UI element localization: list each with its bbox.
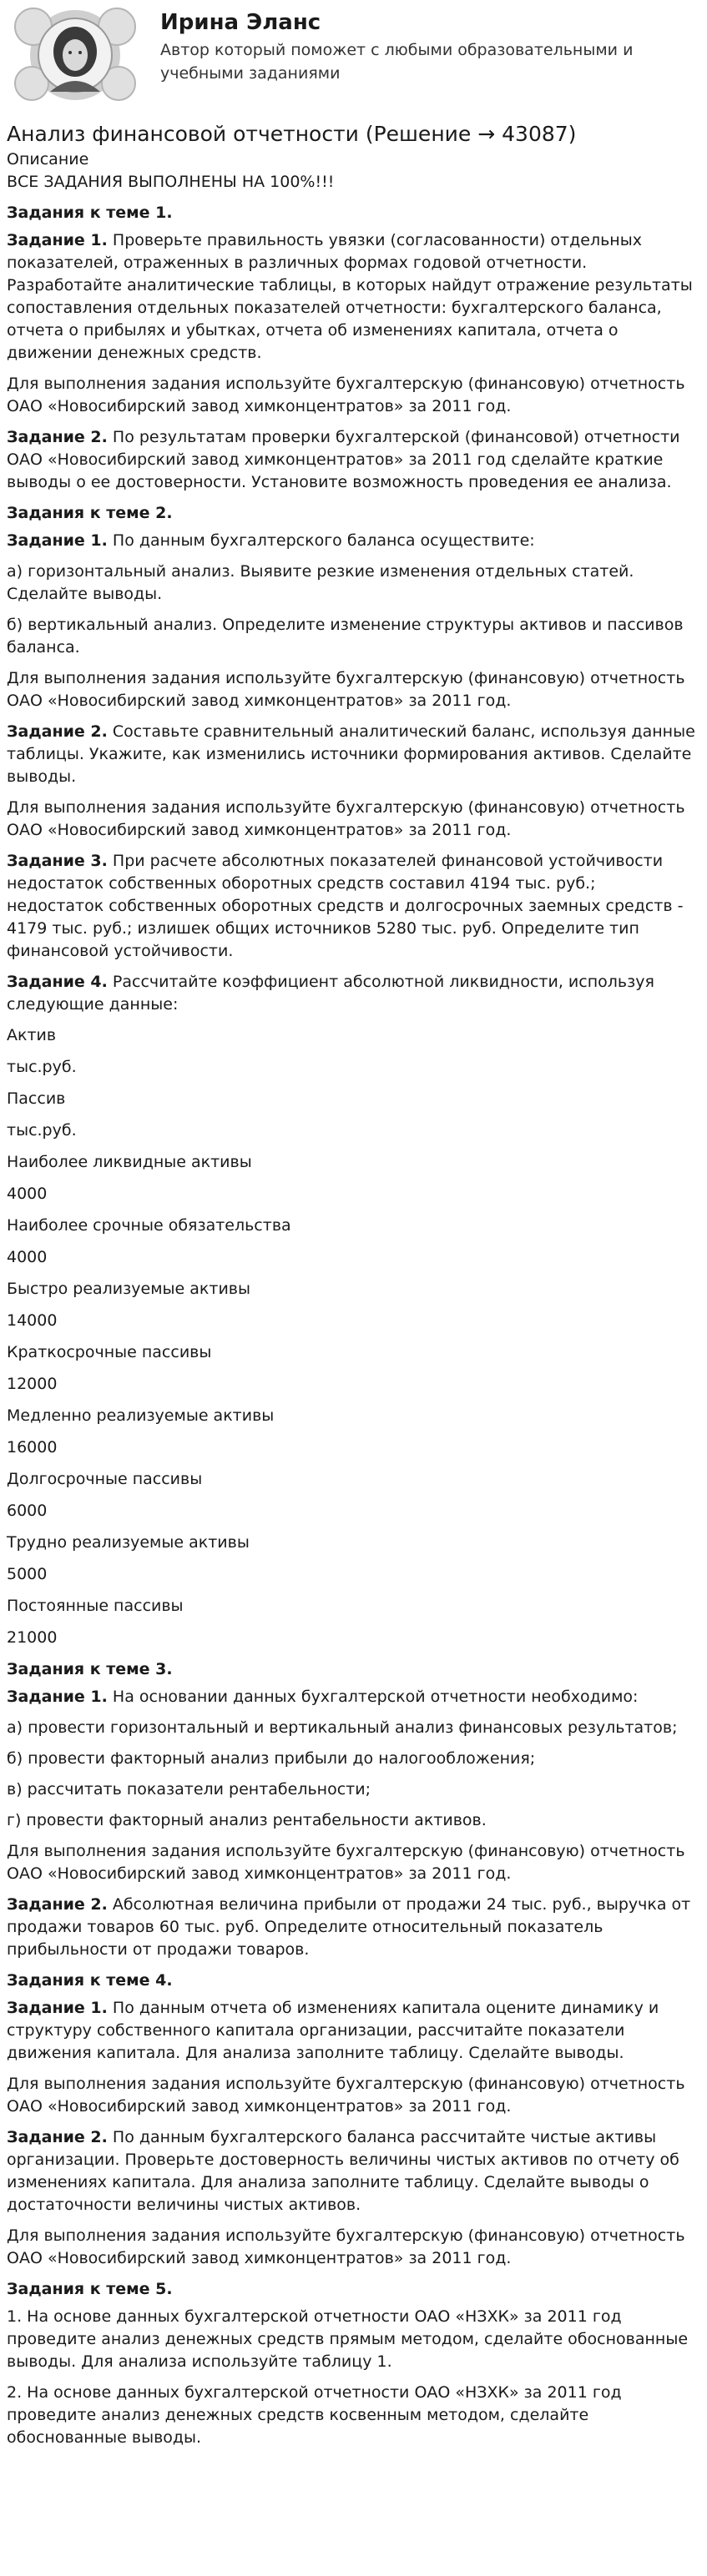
task-label: Задание 2. (7, 722, 108, 741)
paragraph (7, 1894, 697, 1961)
paragraph (7, 1840, 697, 1885)
paragraph-text: 2. На основе данных бухгалтерской отчетности ОАО «НЗХК» за 2011 год проведите анализ денежных средств косвенным методом, сделайте обоснованные выводы. (7, 2383, 622, 2447)
table-cell: 4000 (7, 1248, 48, 1266)
paragraph (7, 2382, 697, 2449)
paragraph-text: б) провести факторный анализ прибыли до налогообложения; (7, 1749, 536, 1768)
paragraph (7, 561, 697, 606)
table-cell: 6000 (7, 1502, 48, 1520)
task-label: Задание 3. (7, 852, 108, 870)
paragraph (7, 667, 697, 712)
paragraph-text: в) рассчитать показатели рентабельности; (7, 1780, 371, 1799)
paragraph (7, 1997, 697, 2065)
task-label: Задание 1. (7, 1999, 108, 2017)
section-heading: Задания к теме 5. (7, 2280, 173, 2298)
table-cell: Наиболее срочные обязательства (7, 1216, 291, 1235)
author-name[interactable]: Ирина Эланс (160, 10, 321, 35)
paragraph (7, 1748, 697, 1770)
task-content (7, 202, 697, 2449)
paragraph (7, 797, 697, 842)
table-cell: тыс.руб. (7, 1121, 77, 1140)
table-cell: 21000 (7, 1628, 58, 1647)
paragraph (7, 229, 697, 365)
paragraph-text: По данным отчета об изменениях капитала оцените динамику и структуру собственного капитала организации, рассчитайте показатели движения капитала. Для анализа заполните таблицу. Сделайте выводы. (7, 1999, 659, 2062)
paragraph-text: По данным бухгалтерского баланса рассчитайте чистые активы организации. Проверьте достоверность величины чистых активов по отчету об изменениях капитала. Для анализа заполните таблицу. Сделайте выводы о достаточности величины чистых активов. (7, 2128, 679, 2214)
paragraph (7, 971, 697, 1016)
task-label: Задание 1. (7, 1688, 108, 1706)
author-avatar[interactable] (13, 5, 137, 103)
paragraph-text: Для выполнения задания используйте бухгалтерскую (финансовую) отчетность ОАО «Новосибирский завод химконцентратов» за 2011 год. (7, 1842, 685, 1883)
section-heading: Задания к теме 4. (7, 1971, 173, 1990)
table-cell: Пассив (7, 1089, 66, 1108)
paragraph-text: г) провести факторный анализ рентабельности активов. (7, 1811, 487, 1829)
paragraph (7, 2073, 697, 2118)
paragraph-text: б) вертикальный анализ. Определите изменение структуры активов и пассивов баланса. (7, 616, 684, 657)
completion-note: ВСЕ ЗАДАНИЯ ВЫПОЛНЕНЫ НА 100%!!! (7, 173, 335, 191)
paragraph-text: Рассчитайте коэффициент абсолютной ликвидности, используя следующие данные: (7, 973, 654, 1014)
task-label: Задание 2. (7, 1895, 108, 1914)
paragraph (7, 850, 697, 963)
table-cell: Актив (7, 1026, 57, 1044)
table-cell: 4000 (7, 1185, 48, 1203)
section-heading: Задания к теме 3. (7, 1660, 173, 1678)
section-heading: Задания к теме 1. (7, 204, 173, 222)
table-cell: Долгосрочные пассивы (7, 1470, 203, 1488)
table-cell: Постоянные пассивы (7, 1597, 184, 1615)
table-cell: Медленно реализуемые активы (7, 1406, 275, 1425)
table-cell: 16000 (7, 1438, 58, 1457)
description-label: Описание (7, 150, 89, 169)
paragraph-text: Для выполнения задания используйте бухгалтерскую (финансовую) отчетность ОАО «Новосибирский завод химконцентратов» за 2011 год. (7, 798, 685, 839)
avatar-image (13, 5, 137, 103)
paragraph (7, 1686, 697, 1708)
table-cell: Краткосрочные пассивы (7, 1343, 212, 1361)
paragraph (7, 2225, 697, 2270)
paragraph-text: По результатам проверки бухгалтерской (финансовой) отчетности ОАО «Новосибирский завод химконцентратов» за 2011 год сделайте краткие выводы о ее достоверности. Установите возможность проведения ее анализа. (7, 428, 680, 491)
table-cell: Трудно реализуемые активы (7, 1533, 250, 1552)
table-cell: 5000 (7, 1565, 48, 1583)
paragraph (7, 1809, 697, 1832)
task-label: Задание 1. (7, 231, 108, 249)
paragraph-text: По данным бухгалтерского баланса осуществите: (107, 531, 535, 550)
paragraph (7, 2126, 697, 2216)
table-cell: Быстро реализуемые активы (7, 1280, 250, 1298)
paragraph (7, 1779, 697, 1801)
paragraph-text: Для выполнения задания используйте бухгалтерскую (финансовую) отчетность ОАО «Новосибирский завод химконцентратов» за 2011 год. (7, 669, 685, 710)
paragraph (7, 2306, 697, 2373)
task-label: Задание 4. (7, 973, 108, 991)
paragraph-text: 1. На основе данных бухгалтерской отчетности ОАО «НЗХК» за 2011 год проведите анализ денежных средств прямым методом, сделайте обоснованные выводы. Для анализа используйте таблицу 1. (7, 2307, 689, 2371)
page-title: Анализ финансовой отчетности (Решение → 43087) (7, 122, 577, 146)
table-cell: Наиболее ликвидные активы (7, 1153, 252, 1171)
author-card (7, 0, 697, 115)
paragraph (7, 721, 697, 788)
section-heading: Задания к теме 2. (7, 504, 173, 522)
paragraph-text: Для выполнения задания используйте бухгалтерскую (финансовую) отчетность ОАО «Новосибирский завод химконцентратов» за 2011 год. (7, 375, 685, 415)
table-cell: 12000 (7, 1375, 58, 1393)
paragraph (7, 530, 697, 552)
paragraph (7, 1717, 697, 1739)
paragraph-text: Составьте сравнительный аналитический баланс, используя данные таблицы. Укажите, как изменились источники формирования активов. Сделайте выводы. (7, 722, 695, 786)
table-cell: тыс.руб. (7, 1058, 77, 1076)
paragraph-text: а) горизонтальный анализ. Выявите резкие изменения отдельных статей. Сделайте выводы. (7, 562, 634, 603)
paragraph-text: Для выполнения задания используйте бухгалтерскую (финансовую) отчетность ОАО «Новосибирский завод химконцентратов» за 2011 год. (7, 2226, 685, 2267)
task-label: Задание 1. (7, 531, 108, 550)
paragraph-text: При расчете абсолютных показателей финансовой устойчивости недостаток собственных оборотных средств составил 4194 тыс. руб.; недостаток собственных оборотных средств и долгосрочных заемных средств - 4179 тыс. руб.; излишек общих источников 5280 тыс. руб. Определите тип финансовой устойчивости. (7, 852, 684, 960)
task-label: Задание 2. (7, 2128, 108, 2146)
paragraph-text: а) провести горизонтальный и вертикальный анализ финансовых результатов; (7, 1718, 678, 1737)
paragraph-text: Проверьте правильность увязки (согласованности) отдельных показателей, отраженных в различных формах годовой отчетности. Разработайте аналитические таблицы, в которых найдут отражение результаты сопоставления отдельных показателей отчетности: бухгалтерского баланса, отчета о прибылях и убытках, отчета об изменениях капитала, отчета о движении денежных средств. (7, 231, 693, 362)
author-description: Автор который поможет с любыми образовательными и учебными заданиями (160, 41, 634, 83)
task-label: Задание 2. (7, 428, 108, 446)
paragraph (7, 373, 697, 418)
paragraph (7, 614, 697, 659)
paragraph-text: На основании данных бухгалтерской отчетности необходимо: (107, 1688, 639, 1706)
table-cell: 14000 (7, 1311, 58, 1330)
paragraph-text: Для выполнения задания используйте бухгалтерскую (финансовую) отчетность ОАО «Новосибирский завод химконцентратов» за 2011 год. (7, 2075, 685, 2116)
paragraph (7, 426, 697, 494)
paragraph-text: Абсолютная величина прибыли от продажи 24 тыс. руб., выручка от продажи товаров 60 тыс. руб. Определите относительный показатель прибыльности от продажи товаров. (7, 1895, 691, 1959)
